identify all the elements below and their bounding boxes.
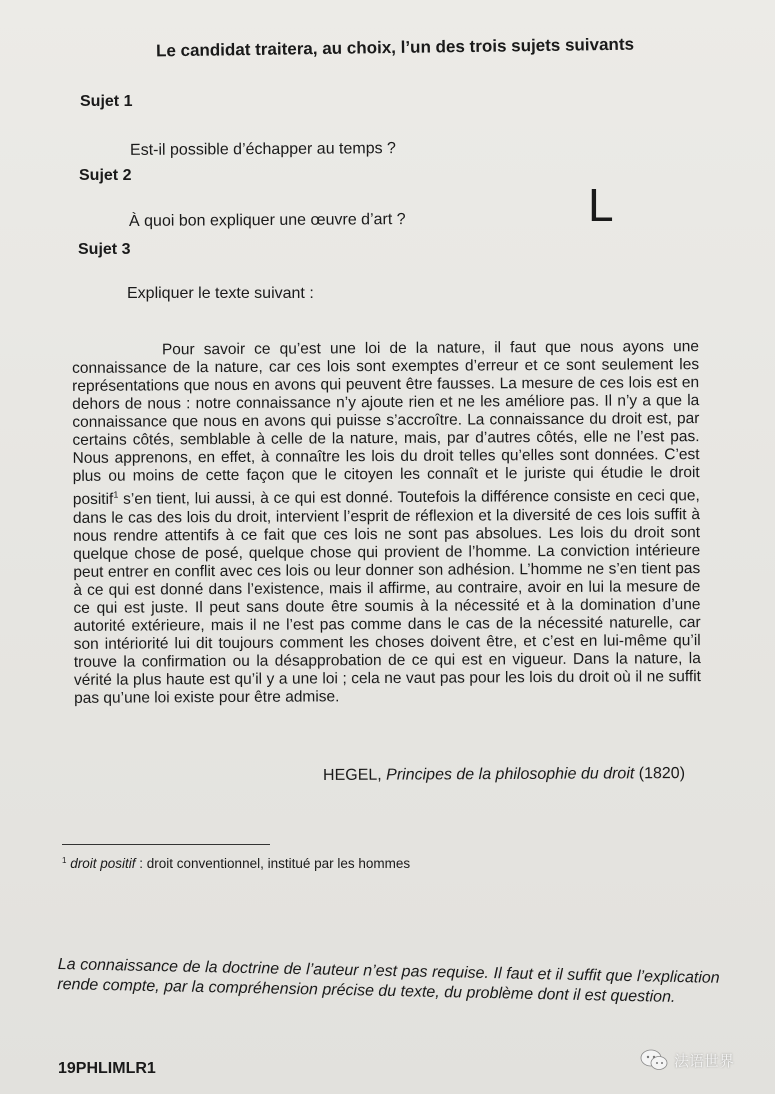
footnote-divider [62,844,270,845]
exam-code: 19PHLIMLR1 [58,1060,156,1077]
footnote-ref: 1 [113,490,119,501]
attribution-work: Principes de la philosophie du droit [386,765,635,784]
subject-3-label: Sujet 3 [78,241,131,258]
text-passage [72,338,701,708]
series-letter: L [588,179,614,231]
subject-1-question: Est-il possible d’échapper au temps ? [129,140,396,159]
subject-1-label: Sujet 1 [80,93,133,110]
footnote-term: droit positif [70,856,136,871]
instructions: La connaissance de la doctrine de l’auteur n’est pas requise. Il faut et il suffit que l’explication rende compte, par la compréhension précise du texte, du problème dont il est question. [57,955,720,1006]
subject-2-question: À quoi bon expliquer une œuvre d’art ? [128,211,406,230]
page-title: Le candidat traitera, au choix, l’un des trois sujets suivants [155,34,635,61]
passage-text-part-2: s’en tient, lui aussi, à ce qui est donné. Toutefois la différence consiste en ceci que, dans le cas des lois du droit, intervient l’esprit de réflexion et la diversité de ces lois suffit à nous rendre attentifs à ce fait que ces lois ne sont pas absolues. Les lois du droit sont quelque chose de posé, quelque chose qui provient de l’homme. La conviction intérieure peut entrer en conflit avec ces lois ou leur donner son adhésion. L’homme ne s’en tient pas à ce qui est donné dans l’existence, mais il affirme, au contraire, avoir en lui la mesure de ce qui est juste. Il peut sans doute être soumis à la nécessité et à la domination d’une autorité extérieure, mais il ne l’est pas comme dans le cas de la nécessité naturelle, car son intériorité lui dit toujours comment les choses doivent être, et c’est en lui-même qu’il trouve la confirmation ou la désapprobation de ce qui est en vigueur. Dans la nature, la vérité la plus haute est qu’il y a une loi ; cela ne vaut pas pour les lois du droit où il ne suffit pas qu’une loi existe pour être admise. [72,487,701,707]
passage-text-part-1: Pour savoir ce qu’est une loi de la nature, il faut que nous ayons une connaissance de la nature, car ces lois sont exemptes d’erreur et ce sont seulement les représentations que nous en avons qui peuvent être fausses. La mesure de ces lois est en dehors de nous : notre connaissance n’y ajoute rien et ne les améliore pas. Il n’y a que la connaissance que nous en avons qui puisse s’accroître. La connaissance du droit est, par certains côtés, semblable à celle de la nature, mais, par d’autres côtés, elle ne l’est pas. Nous apprenons, en effet, à connaître les lois du droit telles qu’elles sont données. C’est plus ou moins de cette façon que le citoyen les connaît et le juriste qui étudie le droit positif [71,338,700,509]
footnote [62,856,410,871]
attribution-year: (1820) [638,765,686,783]
footnote-definition: : droit conventionnel, institué par les hommes [135,856,411,871]
attribution [323,765,685,785]
subject-3-question: Expliquer le texte suivant : [127,285,314,302]
attribution-author: HEGEL, [322,766,382,784]
watermark [640,1046,734,1074]
footnote-marker: 1 [62,856,67,865]
chat-bubbles-icon [640,1048,668,1072]
paragraph-indent [72,354,162,355]
watermark-text: 法语世界 [674,1052,735,1070]
subject-2-label: Sujet 2 [79,167,132,184]
